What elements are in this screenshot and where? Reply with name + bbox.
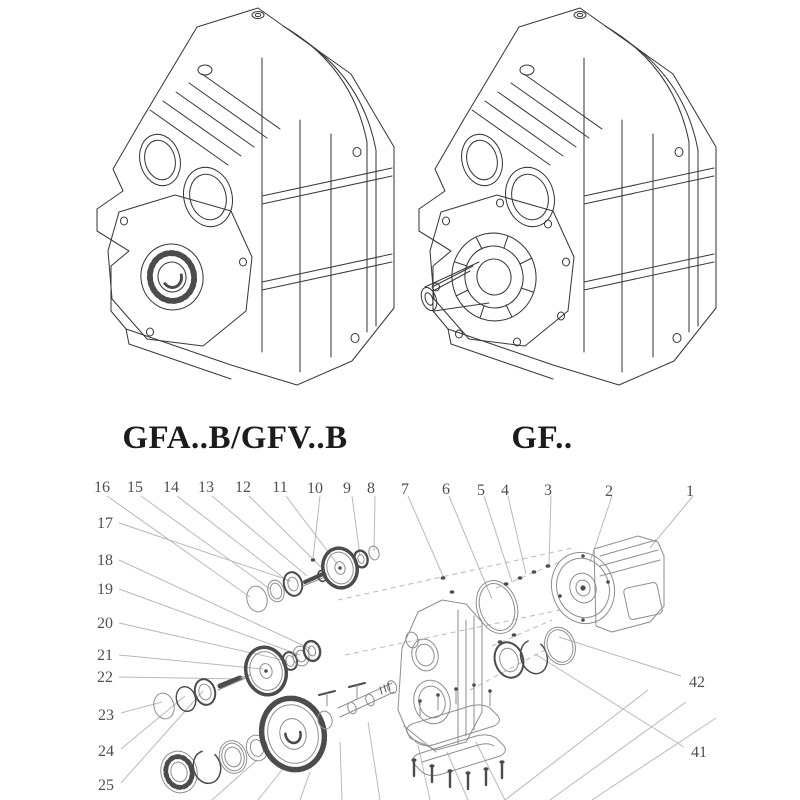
input-bearing	[490, 639, 528, 682]
callout-13: 13	[198, 479, 214, 496]
callout-14: 14	[163, 479, 179, 496]
callout-15: 15	[127, 479, 143, 496]
figure-gf-drawing	[418, 8, 716, 385]
callout-10: 10	[307, 480, 323, 497]
callout-23: 23	[98, 707, 114, 724]
callout-6: 6	[442, 481, 450, 498]
callout-11: 11	[272, 479, 288, 496]
callout-2: 2	[605, 483, 613, 500]
figure-label-gf: GF..	[511, 420, 573, 456]
input-seal-ring	[540, 623, 580, 668]
callout-8: 8	[367, 480, 375, 497]
callout-17: 17	[97, 515, 113, 532]
callout-4: 4	[501, 482, 509, 499]
callout-22: 22	[97, 669, 113, 686]
flange-bolt-holes	[433, 199, 570, 346]
output-shaft-assembly	[156, 679, 398, 797]
callout-1: 1	[686, 483, 694, 500]
callout-41: 41	[691, 744, 707, 761]
assembly-bolts	[311, 558, 551, 643]
upper-shaft-assembly	[244, 544, 381, 614]
callout-16: 16	[94, 479, 110, 496]
callout-3: 3	[544, 482, 552, 499]
callout-18: 18	[97, 552, 113, 569]
callout-5: 5	[477, 482, 485, 499]
callout-19: 19	[97, 581, 113, 598]
callout-7: 7	[401, 481, 409, 498]
callout-42: 42	[689, 674, 705, 691]
exploded-gear-housing	[398, 600, 482, 752]
figure-label-gfab-gfvb: GFA..B/GFV..B	[122, 420, 348, 456]
input-gasket-ring	[470, 575, 525, 639]
output-bearing-bore	[135, 238, 209, 315]
callout-25: 25	[98, 777, 114, 794]
callout-12: 12	[235, 479, 251, 496]
callout-20: 20	[97, 615, 113, 632]
middle-shaft-assembly	[151, 639, 322, 721]
callout-9: 9	[343, 480, 351, 497]
callout-24: 24	[98, 743, 114, 760]
exploded-view	[107, 496, 716, 800]
assembly-axis-lines	[338, 548, 572, 690]
figure-gfab-gfvb-drawing	[97, 8, 394, 385]
callout-21: 21	[97, 647, 113, 664]
